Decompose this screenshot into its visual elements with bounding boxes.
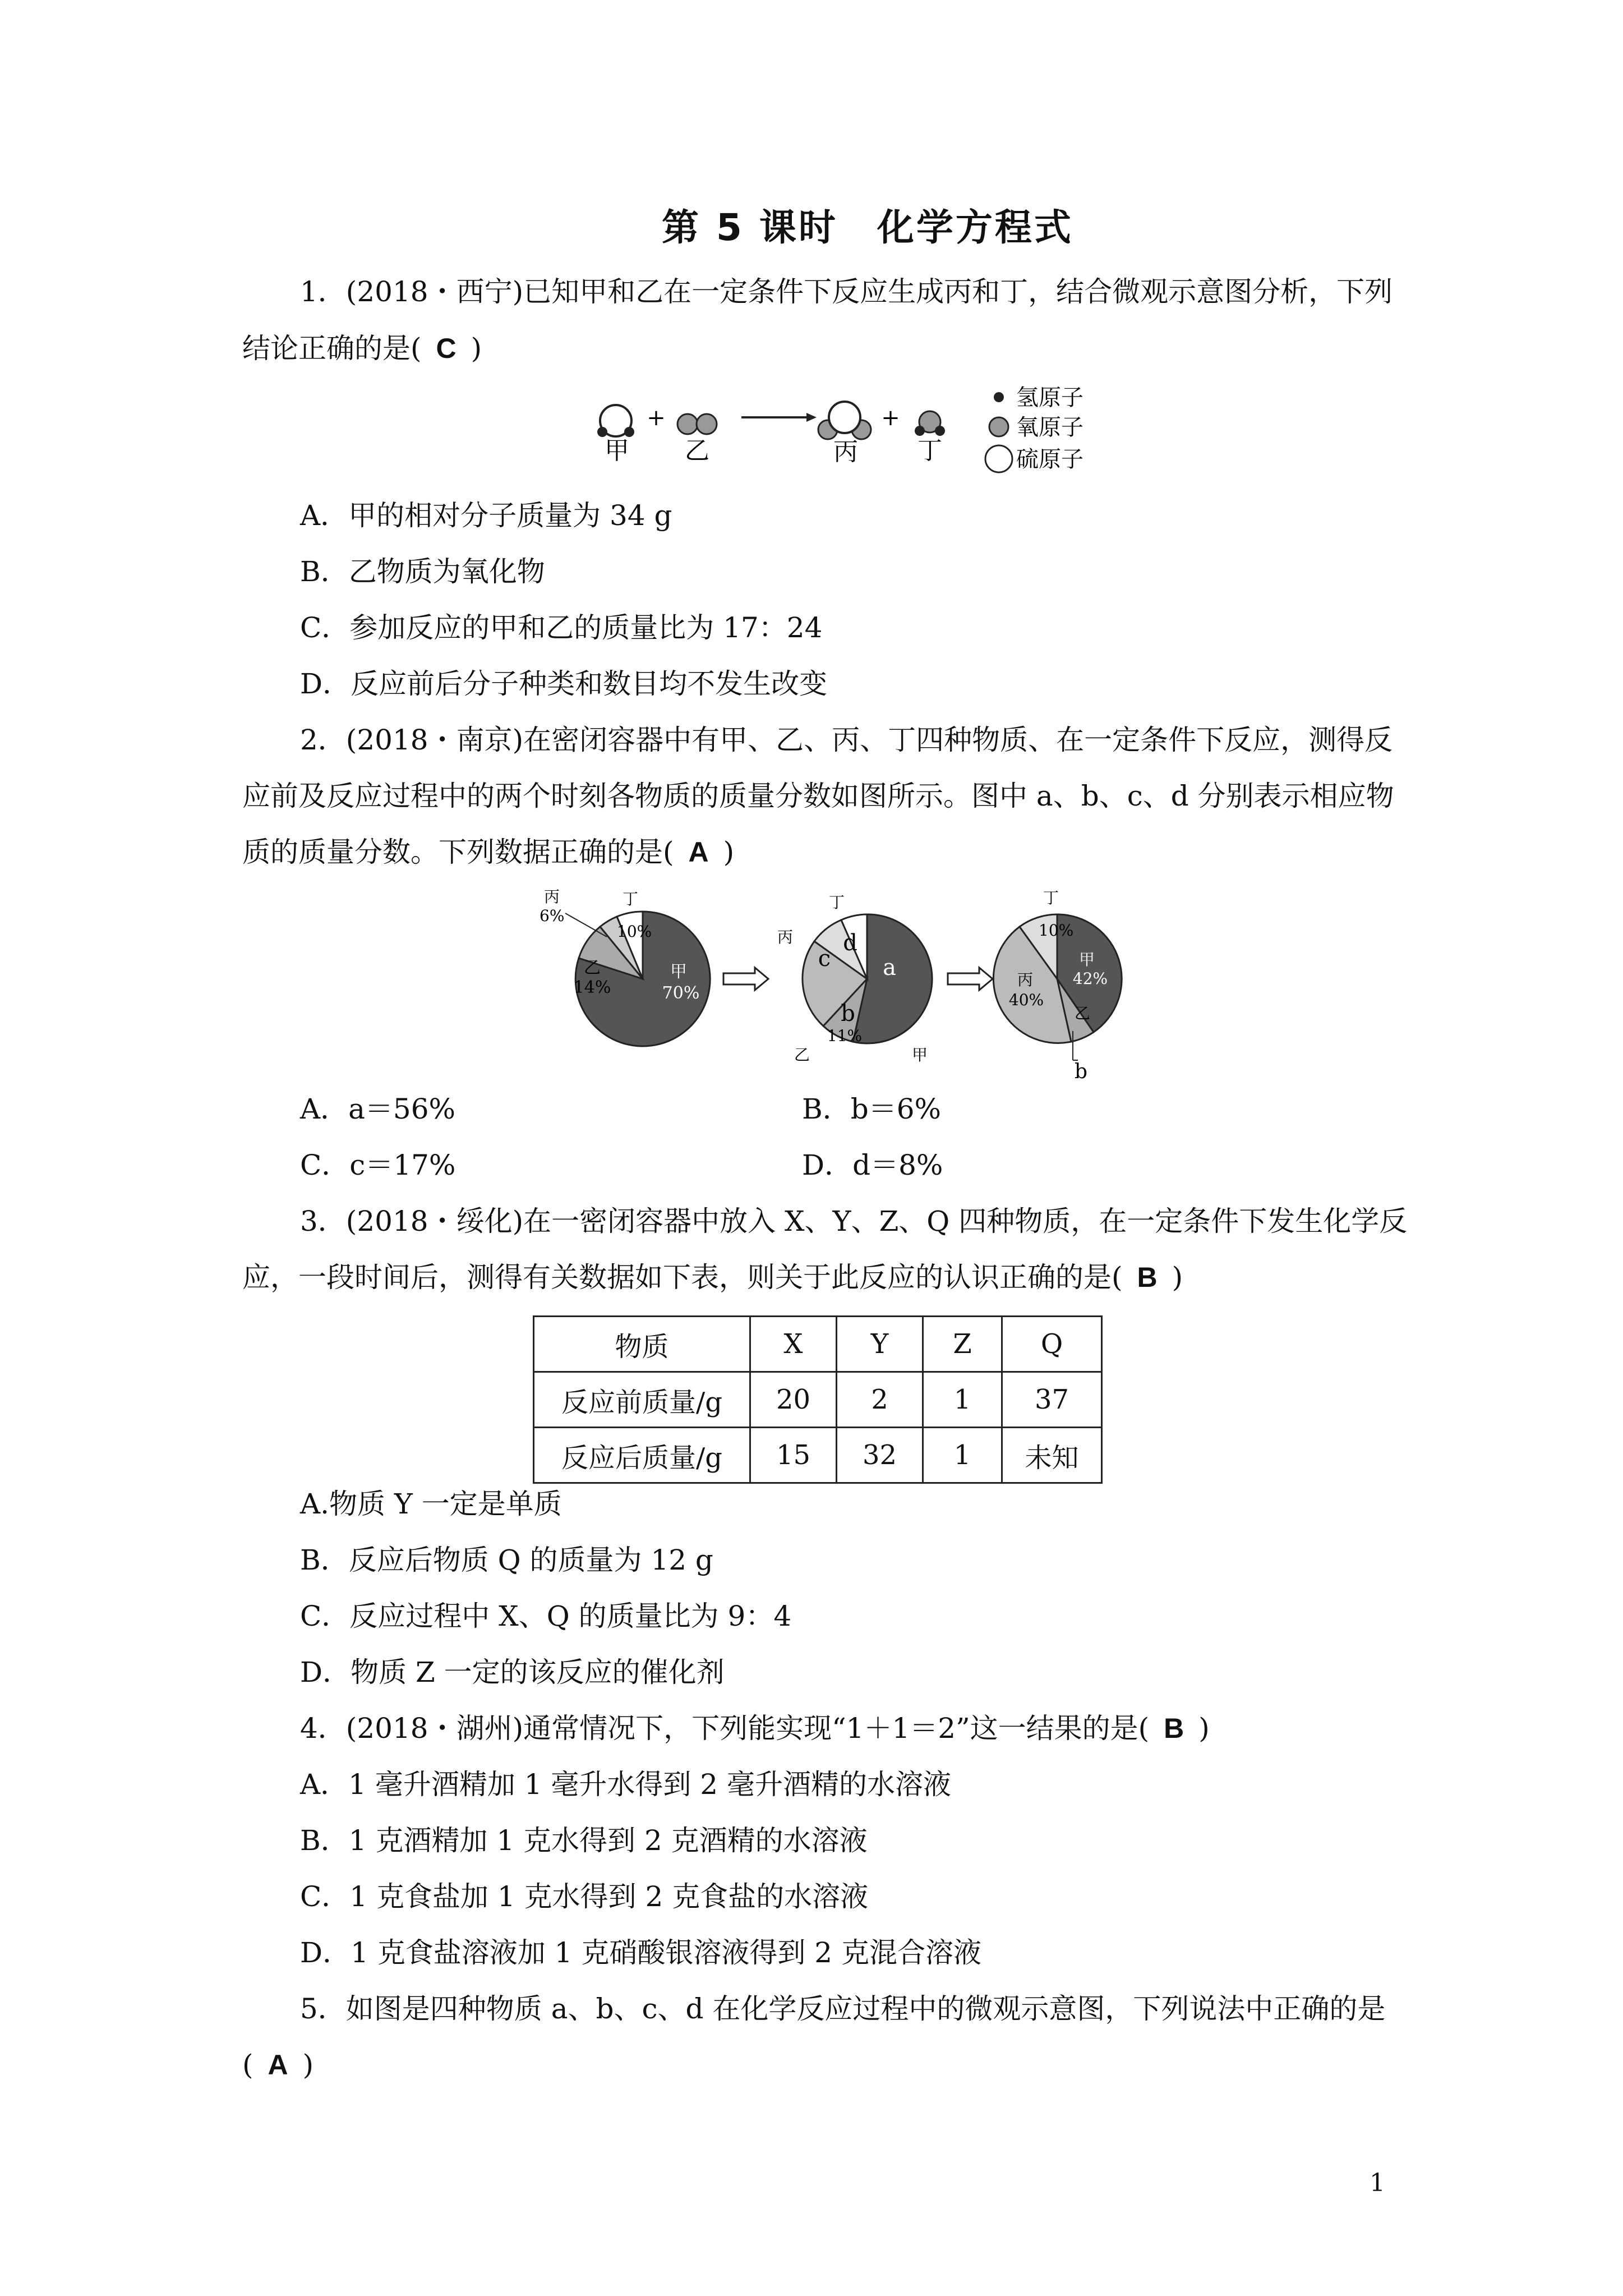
q1-option-d: D．反应前后分子种类和数目均不发生改变 bbox=[300, 668, 828, 700]
svg-text:c: c bbox=[818, 946, 831, 972]
svg-text:70%: 70% bbox=[662, 983, 700, 1003]
table-header-cell: X bbox=[750, 1317, 837, 1372]
q2-option-a: A．a＝56% bbox=[300, 1093, 456, 1125]
svg-text:乙: 乙 bbox=[794, 1046, 810, 1064]
label-yi: 乙 bbox=[685, 436, 709, 465]
pie-chart-middle bbox=[777, 893, 932, 1064]
q4-option-a: A．1 毫升酒精加 1 毫升水得到 2 毫升酒精的水溶液 bbox=[300, 1768, 952, 1801]
molecule-bing bbox=[818, 402, 871, 439]
svg-text:丙: 丙 bbox=[1017, 970, 1034, 989]
svg-text:丁: 丁 bbox=[1043, 889, 1059, 907]
q3-stem-line1: 3．(2018・绥化)在一密闭容器中放入 X、Y、Z、Q 四种物质，在一定条件下发生化学反 bbox=[300, 1205, 1408, 1237]
table-header-cell: Y bbox=[837, 1317, 923, 1372]
legend-hydrogen: 氢原子 bbox=[1016, 385, 1083, 411]
q3-data-table bbox=[533, 1315, 1103, 1484]
q2-pie-charts bbox=[533, 881, 1133, 1083]
table-header-cell: Q bbox=[1002, 1317, 1102, 1372]
svg-text:40%: 40% bbox=[1008, 991, 1044, 1009]
table-cell: 反应后质量/g bbox=[534, 1428, 750, 1483]
page-title: 第 5 课时 化学方程式 bbox=[662, 206, 1073, 249]
svg-text:b: b bbox=[1075, 1060, 1088, 1083]
q4-option-b: B．1 克酒精加 1 克水得到 2 克酒精的水溶液 bbox=[300, 1824, 868, 1857]
q3-option-c: C．反应过程中 X、Q 的质量比为 9：4 bbox=[300, 1600, 792, 1632]
label-jia: 甲 bbox=[605, 436, 629, 465]
q1-answer: C bbox=[436, 333, 457, 364]
svg-text:10%: 10% bbox=[617, 922, 652, 941]
table-header-cell: Z bbox=[923, 1317, 1002, 1372]
q1-option-a: A．甲的相对分子质量为 34 g bbox=[300, 499, 672, 532]
q1-option-b: B．乙物质为氧化物 bbox=[300, 555, 545, 588]
svg-text:6%: 6% bbox=[540, 907, 565, 925]
q2-option-d: D．d＝8% bbox=[802, 1149, 943, 1181]
svg-text:丁: 丁 bbox=[829, 893, 845, 912]
svg-text:丙: 丙 bbox=[777, 928, 794, 946]
q2-answer: A bbox=[688, 836, 709, 868]
molecule-ding bbox=[915, 411, 945, 436]
page-number: 1 bbox=[1370, 2169, 1385, 2197]
table-header-cell: 物质 bbox=[534, 1317, 750, 1372]
table-row bbox=[534, 1428, 1102, 1483]
label-ding: 丁 bbox=[917, 436, 942, 465]
q2-stem-line2: 应前及反应过程中的两个时刻各物质的质量分数如图所示。图中 a、b、c、d 分别表示相应物 bbox=[242, 780, 1394, 812]
table-cell: 15 bbox=[750, 1428, 837, 1483]
hydrogen-atom-icon bbox=[994, 392, 1004, 402]
table-cell: 1 bbox=[923, 1372, 1002, 1428]
oxygen-atom-icon bbox=[989, 417, 1008, 436]
table-cell: 37 bbox=[1002, 1372, 1102, 1428]
q1-option-c: C．参加反应的甲和乙的质量比为 17：24 bbox=[300, 611, 823, 644]
svg-text:乙: 乙 bbox=[584, 958, 601, 978]
svg-text:丙: 丙 bbox=[544, 887, 560, 906]
pie-chart-before bbox=[540, 887, 710, 1046]
svg-text:11%: 11% bbox=[827, 1027, 863, 1045]
table-cell: 20 bbox=[750, 1372, 837, 1428]
table-cell: 32 bbox=[837, 1428, 923, 1483]
q4-option-c: C．1 克食盐加 1 克水得到 2 克食盐的水溶液 bbox=[300, 1880, 869, 1913]
table-cell: 反应前质量/g bbox=[534, 1372, 750, 1428]
q5-stem-line2: ( A ) bbox=[242, 2049, 314, 2081]
plus-sign-1: + bbox=[647, 405, 666, 431]
svg-text:丁: 丁 bbox=[623, 890, 639, 908]
table-cell: 2 bbox=[837, 1372, 923, 1428]
q4-option-d: D．1 克食盐溶液加 1 克硝酸银溶液得到 2 克混合溶液 bbox=[300, 1936, 981, 1969]
q2-stem-line3: 质的质量分数。下列数据正确的是( A ) bbox=[242, 836, 735, 868]
legend-oxygen: 氧原子 bbox=[1016, 415, 1083, 440]
q1-stem-line2: 结论正确的是( C ) bbox=[242, 332, 482, 365]
molecule-jia bbox=[597, 405, 634, 437]
transition-arrow-1 bbox=[723, 968, 768, 990]
svg-text:d: d bbox=[843, 930, 857, 956]
diagram-legend bbox=[985, 385, 1083, 472]
legend-sulfur: 硫原子 bbox=[1016, 447, 1083, 472]
svg-text:甲: 甲 bbox=[670, 962, 687, 982]
molecule-yi bbox=[677, 414, 717, 434]
svg-text:10%: 10% bbox=[1039, 921, 1074, 940]
q2-option-c: C．c＝17% bbox=[300, 1149, 456, 1181]
q3-option-a: A.物质 Y 一定是单质 bbox=[300, 1488, 562, 1520]
plus-sign-2: + bbox=[881, 405, 900, 431]
q4-stem: 4．(2018・湖州)通常情况下，下列能实现“1＋1＝2”这一结果的是( B ) bbox=[300, 1712, 1210, 1745]
table-cell: 1 bbox=[923, 1428, 1002, 1483]
svg-text:乙: 乙 bbox=[1075, 1004, 1091, 1023]
table-cell: 未知 bbox=[1002, 1428, 1102, 1483]
svg-text:14%: 14% bbox=[573, 978, 611, 997]
q3-stem-line2: 应，一段时间后，测得有关数据如下表，则关于此反应的认识正确的是( B ) bbox=[242, 1261, 1183, 1294]
q4-answer: B bbox=[1164, 1713, 1184, 1744]
q3-option-d: D．物质 Z 一定的该反应的催化剂 bbox=[300, 1656, 725, 1688]
table-row bbox=[534, 1372, 1102, 1428]
sulfur-atom-icon bbox=[985, 445, 1012, 472]
q2-stem-line1: 2．(2018・南京)在密闭容器中有甲、乙、丙、丁四种物质、在一定条件下反应，测得反 bbox=[300, 724, 1393, 756]
svg-text:42%: 42% bbox=[1072, 969, 1108, 988]
q1-molecule-diagram bbox=[583, 376, 1122, 488]
svg-text:a: a bbox=[883, 955, 896, 981]
table-header-row bbox=[534, 1317, 1102, 1372]
q2-option-b: B．b＝6% bbox=[802, 1093, 942, 1125]
q5-answer: A bbox=[268, 2049, 288, 2081]
transition-arrow-2 bbox=[948, 968, 993, 990]
svg-text:甲: 甲 bbox=[1078, 950, 1095, 969]
pie-chart-after bbox=[993, 889, 1122, 1083]
q1-stem-line1: 1．(2018・西宁)已知甲和乙在一定条件下反应生成丙和丁，结合微观示意图分析，下列 bbox=[300, 275, 1393, 308]
q3-option-b: B．反应后物质 Q 的质量为 12 g bbox=[300, 1544, 713, 1576]
label-bing: 丙 bbox=[833, 438, 858, 466]
svg-text:b: b bbox=[841, 1001, 855, 1027]
svg-text:甲: 甲 bbox=[912, 1046, 928, 1064]
q5-stem-line1: 5．如图是四种物质 a、b、c、d 在化学反应过程中的微观示意图，下列说法中正确的是 bbox=[300, 1993, 1386, 2025]
q3-answer: B bbox=[1137, 1262, 1158, 1293]
reaction-arrow bbox=[741, 413, 817, 422]
